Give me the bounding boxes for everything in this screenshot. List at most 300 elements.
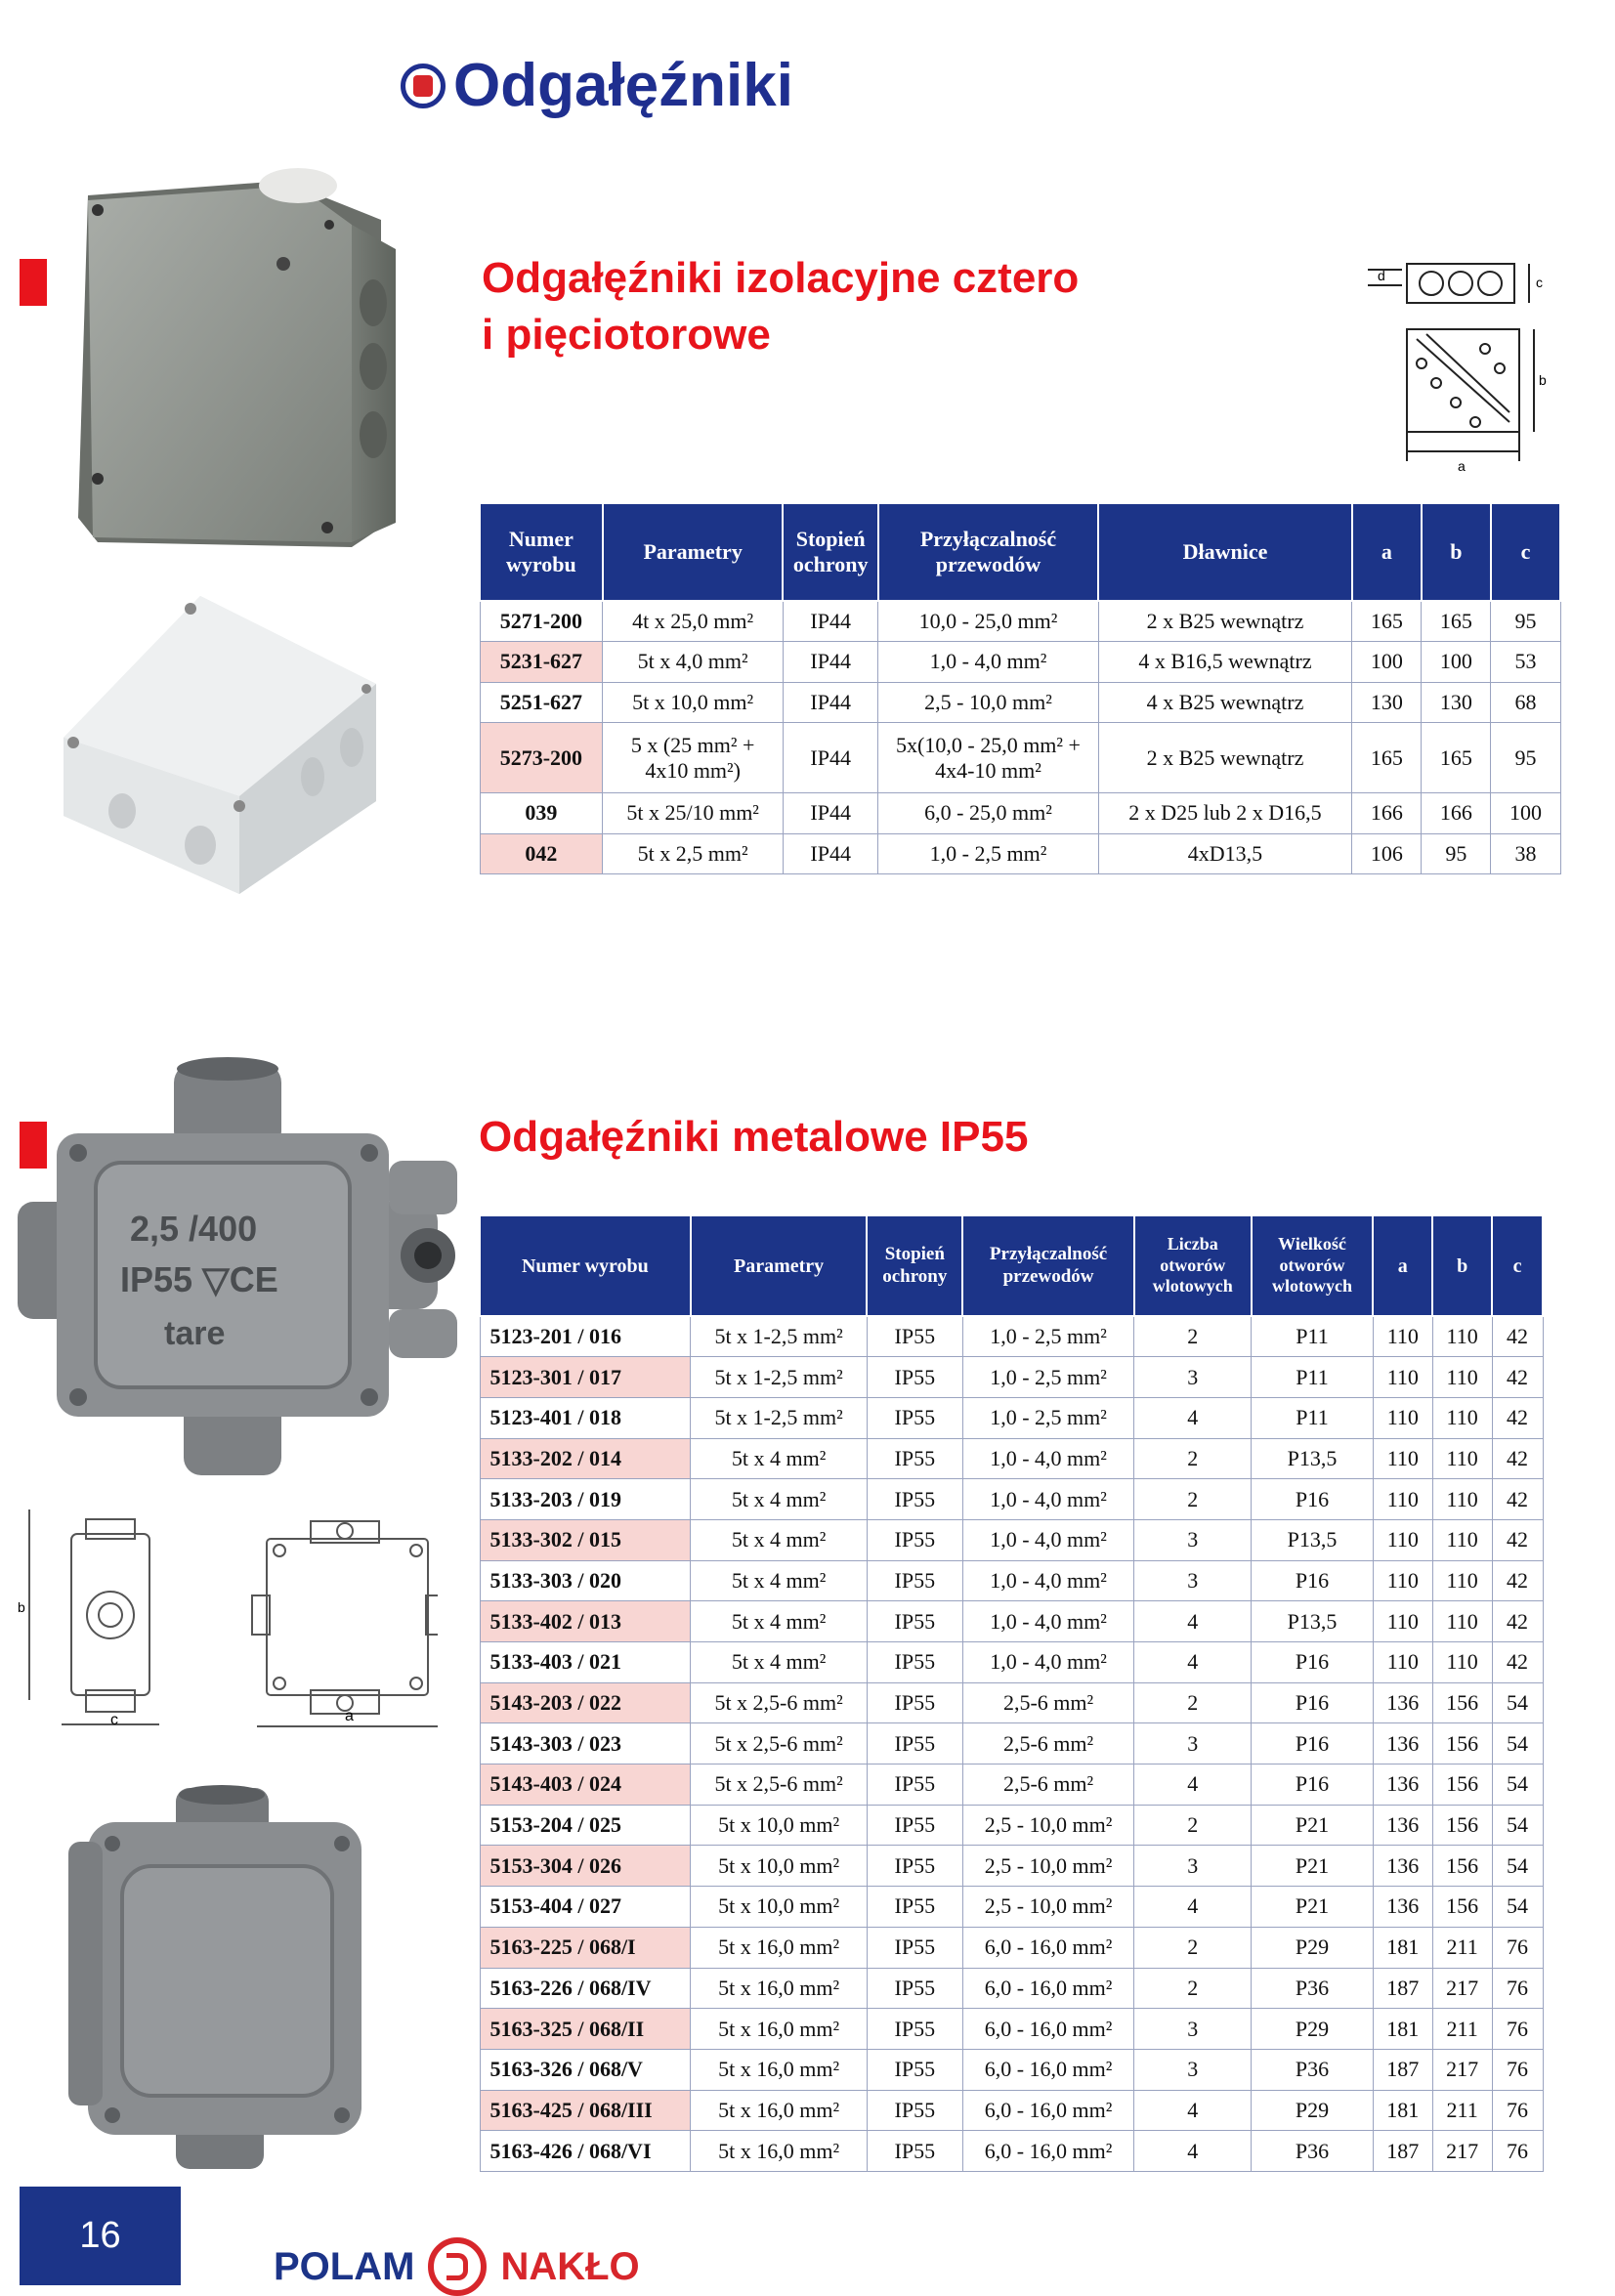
- table-cell: 6,0 - 16,0 mm²: [962, 2090, 1134, 2131]
- table-cell: 156: [1432, 1805, 1492, 1846]
- table-cell: 136: [1373, 1846, 1432, 1887]
- table-cell: IP55: [867, 1519, 962, 1560]
- table-cell: P13,5: [1252, 1601, 1374, 1642]
- table-cell: P29: [1252, 1927, 1374, 1968]
- table-row: [480, 1397, 1543, 1438]
- table-cell: 4: [1134, 2131, 1252, 2172]
- section1-dimension-drawing: [1348, 256, 1553, 476]
- table-cell: IP55: [867, 1682, 962, 1723]
- table-row: [480, 2090, 1543, 2131]
- table-cell: 5 x (25 mm² + 4x10 mm²): [603, 723, 784, 793]
- table-cell: 187: [1373, 2131, 1432, 2172]
- table-cell: 110: [1373, 1397, 1432, 1438]
- table-cell: 2 x B25 wewnątrz: [1098, 723, 1352, 793]
- table-cell: 1,0 - 2,5 mm²: [962, 1397, 1134, 1438]
- table-cell: 3: [1134, 1723, 1252, 1765]
- table-cell: 54: [1492, 1887, 1543, 1928]
- footer-brand: [274, 2237, 640, 2296]
- table-cell: 5t x 16,0 mm²: [691, 2090, 868, 2131]
- table-cell: 5t x 10,0 mm²: [691, 1846, 868, 1887]
- table-cell: 3: [1134, 1846, 1252, 1887]
- table-cell: IP55: [867, 2131, 962, 2172]
- table-cell: 2,5-6 mm²: [962, 1682, 1134, 1723]
- table-cell: 76: [1492, 1968, 1543, 2009]
- table-cell: P16: [1252, 1560, 1374, 1601]
- table-cell: 1,0 - 4,0 mm²: [962, 1642, 1134, 1683]
- table-cell: IP55: [867, 2049, 962, 2090]
- section2-table: [479, 1214, 1544, 2172]
- table-row: [480, 1846, 1543, 1887]
- table-cell: 3: [1134, 1357, 1252, 1398]
- table-cell: 3: [1134, 2049, 1252, 2090]
- table-cell: IP55: [867, 1846, 962, 1887]
- section-marker: [20, 259, 47, 306]
- table-cell: 1,0 - 4,0 mm²: [962, 1601, 1134, 1642]
- table-cell: 5t x 2,5-6 mm²: [691, 1682, 868, 1723]
- product-number-cell: 5163-425 / 068/III: [480, 2090, 691, 2131]
- table-cell: 1,0 - 4,0 mm²: [962, 1479, 1134, 1520]
- table-cell: P21: [1252, 1805, 1374, 1846]
- footer-logo-icon: [428, 2237, 487, 2296]
- table-cell: IP55: [867, 1805, 962, 1846]
- table-cell: 2: [1134, 1682, 1252, 1723]
- table-cell: 2: [1134, 1968, 1252, 2009]
- table-cell: P11: [1252, 1316, 1374, 1357]
- table-cell: IP55: [867, 1887, 962, 1928]
- table-cell: 181: [1373, 1927, 1432, 1968]
- table-row: [480, 833, 1560, 874]
- plate-text-rating: 2,5 /400: [130, 1209, 258, 1249]
- table-cell: 5t x 4,0 mm²: [603, 642, 784, 683]
- table-cell: P29: [1252, 2009, 1374, 2050]
- table-cell: P36: [1252, 2131, 1374, 2172]
- metal-junction-box-side-photo: [68, 1783, 371, 2174]
- table-cell: 1,0 - 4,0 mm²: [962, 1560, 1134, 1601]
- table-cell: 211: [1432, 1927, 1492, 1968]
- column-header: Dławnice: [1098, 503, 1352, 601]
- table-cell: 76: [1492, 1927, 1543, 1968]
- product-number-cell: 5153-304 / 026: [480, 1846, 691, 1887]
- table-cell: 4: [1134, 1397, 1252, 1438]
- footer-brand-left: POLAM: [274, 2244, 415, 2288]
- table-row: [480, 1723, 1543, 1765]
- table-cell: 53: [1491, 642, 1560, 683]
- table-cell: IP44: [783, 682, 877, 723]
- table-cell: 4: [1134, 1765, 1252, 1806]
- column-header: Stopień ochrony: [783, 503, 877, 601]
- table-cell: 211: [1432, 2090, 1492, 2131]
- table-cell: 4 x B25 wewnątrz: [1098, 682, 1352, 723]
- section1-title: [482, 250, 1079, 363]
- table-row: [480, 1887, 1543, 1928]
- table-cell: 156: [1432, 1682, 1492, 1723]
- table-cell: IP44: [783, 833, 877, 874]
- table-row: [480, 642, 1560, 683]
- table-cell: 5t x 10,0 mm²: [691, 1887, 868, 1928]
- table-cell: 100: [1491, 793, 1560, 834]
- table-cell: P21: [1252, 1887, 1374, 1928]
- table-cell: 5t x 4 mm²: [691, 1479, 868, 1520]
- table-header-row: [480, 503, 1560, 601]
- table-cell: 136: [1373, 1765, 1432, 1806]
- table-cell: 136: [1373, 1805, 1432, 1846]
- table-cell: IP55: [867, 1357, 962, 1398]
- table-cell: 6,0 - 16,0 mm²: [962, 1968, 1134, 2009]
- table-cell: 165: [1352, 601, 1422, 642]
- table-cell: IP55: [867, 1316, 962, 1357]
- table-cell: 6,0 - 16,0 mm²: [962, 1927, 1134, 1968]
- dim-label-a: a: [345, 1708, 354, 1724]
- table-cell: 42: [1492, 1479, 1543, 1520]
- table-cell: 76: [1492, 2009, 1543, 2050]
- table-cell: 5t x 4 mm²: [691, 1438, 868, 1479]
- table-cell: 110: [1373, 1357, 1432, 1398]
- product-number-cell: 5133-202 / 014: [480, 1438, 691, 1479]
- table-cell: 187: [1373, 1968, 1432, 2009]
- table-cell: P13,5: [1252, 1438, 1374, 1479]
- table-cell: 136: [1373, 1723, 1432, 1765]
- column-header: a: [1373, 1215, 1432, 1316]
- table-cell: 6,0 - 16,0 mm²: [962, 2131, 1134, 2172]
- table-cell: 2,5 - 10,0 mm²: [962, 1887, 1134, 1928]
- table-cell: 5x(10,0 - 25,0 mm² + 4x4-10 mm²: [878, 723, 1098, 793]
- table-cell: 106: [1352, 833, 1422, 874]
- table-cell: 1,0 - 4,0 mm²: [878, 642, 1098, 683]
- table-cell: 5t x 4 mm²: [691, 1519, 868, 1560]
- table-row: [480, 682, 1560, 723]
- table-cell: 165: [1422, 723, 1491, 793]
- page-title: Odgałęźniki: [453, 52, 793, 119]
- section2-title: Odgałęźniki metalowe IP55: [479, 1113, 1029, 1161]
- table-cell: 110: [1373, 1479, 1432, 1520]
- column-header: Parametry: [603, 503, 784, 601]
- table-cell: IP44: [783, 642, 877, 683]
- table-cell: 4 x B16,5 wewnątrz: [1098, 642, 1352, 683]
- table-row: [480, 1479, 1543, 1520]
- table-cell: IP44: [783, 793, 877, 834]
- table-cell: 5t x 1-2,5 mm²: [691, 1357, 868, 1398]
- product-number-cell: 5143-403 / 024: [480, 1765, 691, 1806]
- table-cell: IP55: [867, 1479, 962, 1520]
- table-cell: 100: [1352, 642, 1422, 683]
- product-number-cell: 5271-200: [480, 601, 603, 642]
- product-number-cell: 5163-226 / 068/IV: [480, 1968, 691, 2009]
- product-number-cell: 5133-302 / 015: [480, 1519, 691, 1560]
- metal-junction-box-photo: [18, 1055, 457, 1490]
- table-cell: 181: [1373, 2090, 1432, 2131]
- table-cell: 95: [1422, 833, 1491, 874]
- table-cell: 156: [1432, 1765, 1492, 1806]
- table-cell: 5t x 16,0 mm²: [691, 1968, 868, 2009]
- table-row: [480, 601, 1560, 642]
- column-header: Przyłączalność przewodów: [878, 503, 1098, 601]
- metal-box-dimension-drawing: [18, 1509, 438, 1734]
- table-cell: 76: [1492, 2131, 1543, 2172]
- product-number-cell: 5163-426 / 068/VI: [480, 2131, 691, 2172]
- table-cell: P11: [1252, 1357, 1374, 1398]
- plate-text-brand: tare: [164, 1315, 226, 1352]
- table-cell: P16: [1252, 1479, 1374, 1520]
- table-cell: P21: [1252, 1846, 1374, 1887]
- table-cell: IP55: [867, 1438, 962, 1479]
- section1-title-line2: i pięciotorowe: [482, 311, 771, 359]
- table-cell: 100: [1422, 642, 1491, 683]
- table-row: [480, 1601, 1543, 1642]
- table-cell: P16: [1252, 1765, 1374, 1806]
- table-cell: 130: [1422, 682, 1491, 723]
- table-cell: 54: [1492, 1846, 1543, 1887]
- product-number-cell: 5123-201 / 016: [480, 1316, 691, 1357]
- table-cell: 110: [1432, 1479, 1492, 1520]
- table-cell: 2 x D25 lub 2 x D16,5: [1098, 793, 1352, 834]
- table-header-row: [480, 1215, 1543, 1316]
- table-cell: IP55: [867, 1560, 962, 1601]
- product-number-cell: 5133-403 / 021: [480, 1642, 691, 1683]
- table-cell: 5t x 1-2,5 mm²: [691, 1397, 868, 1438]
- page-header: [401, 51, 793, 120]
- table-row: [480, 1357, 1543, 1398]
- product-number-cell: 039: [480, 793, 603, 834]
- table-cell: 42: [1492, 1519, 1543, 1560]
- table-cell: 5t x 2,5-6 mm²: [691, 1723, 868, 1765]
- table-cell: 42: [1492, 1357, 1543, 1398]
- table-row: [480, 793, 1560, 834]
- table-cell: 3: [1134, 1519, 1252, 1560]
- table-cell: 165: [1352, 723, 1422, 793]
- table-cell: 2: [1134, 1438, 1252, 1479]
- product-number-cell: 042: [480, 833, 603, 874]
- table-cell: 217: [1432, 2131, 1492, 2172]
- table-cell: 5t x 4 mm²: [691, 1601, 868, 1642]
- table-cell: 136: [1373, 1682, 1432, 1723]
- table-cell: 10,0 - 25,0 mm²: [878, 601, 1098, 642]
- table-cell: IP55: [867, 1397, 962, 1438]
- table-cell: 165: [1422, 601, 1491, 642]
- table-row: [480, 2131, 1543, 2172]
- table-cell: 110: [1432, 1397, 1492, 1438]
- table-cell: IP55: [867, 1927, 962, 1968]
- table-cell: IP55: [867, 1642, 962, 1683]
- product-number-cell: 5251-627: [480, 682, 603, 723]
- table-cell: 5t x 10,0 mm²: [691, 1805, 868, 1846]
- table-cell: 110: [1432, 1519, 1492, 1560]
- table-cell: 217: [1432, 1968, 1492, 2009]
- table-cell: P16: [1252, 1642, 1374, 1683]
- table-cell: 217: [1432, 2049, 1492, 2090]
- table-row: [480, 1927, 1543, 1968]
- table-cell: 156: [1432, 1723, 1492, 1765]
- table-cell: 110: [1432, 1560, 1492, 1601]
- table-cell: 4t x 25,0 mm²: [603, 601, 784, 642]
- table-cell: 2,5 - 10,0 mm²: [962, 1846, 1134, 1887]
- table-cell: 4: [1134, 1601, 1252, 1642]
- grey-junction-box-photo: [59, 156, 449, 567]
- table-cell: 2,5 - 10,0 mm²: [962, 1805, 1134, 1846]
- table-cell: 110: [1432, 1316, 1492, 1357]
- table-cell: 42: [1492, 1397, 1543, 1438]
- column-header: Przyłączalność przewodów: [962, 1215, 1134, 1316]
- table-cell: 6,0 - 16,0 mm²: [962, 2009, 1134, 2050]
- table-cell: P36: [1252, 2049, 1374, 2090]
- product-number-cell: 5163-326 / 068/V: [480, 2049, 691, 2090]
- table-cell: 181: [1373, 2009, 1432, 2050]
- table-cell: 130: [1352, 682, 1422, 723]
- table-cell: IP55: [867, 1723, 962, 1765]
- dim-label-b: b: [18, 1599, 25, 1615]
- table-cell: 187: [1373, 2049, 1432, 2090]
- table-cell: 4: [1134, 1887, 1252, 1928]
- table-cell: 5t x 4 mm²: [691, 1642, 868, 1683]
- column-header: Parametry: [691, 1215, 868, 1316]
- table-cell: 110: [1373, 1601, 1432, 1642]
- table-cell: 6,0 - 16,0 mm²: [962, 2049, 1134, 2090]
- table-cell: 211: [1432, 2009, 1492, 2050]
- table-cell: 1,0 - 4,0 mm²: [962, 1519, 1134, 1560]
- table-row: [480, 1765, 1543, 1806]
- table-cell: 6,0 - 25,0 mm²: [878, 793, 1098, 834]
- table-cell: 4: [1134, 2090, 1252, 2131]
- table-cell: 54: [1492, 1805, 1543, 1846]
- dim-label-c: c: [1536, 275, 1543, 290]
- section1-table: [479, 502, 1561, 874]
- table-cell: 166: [1422, 793, 1491, 834]
- table-cell: 110: [1373, 1316, 1432, 1357]
- table-cell: 42: [1492, 1316, 1543, 1357]
- table-cell: 5t x 16,0 mm²: [691, 2131, 868, 2172]
- table-cell: 42: [1492, 1642, 1543, 1683]
- table-cell: 4xD13,5: [1098, 833, 1352, 874]
- table-cell: 2: [1134, 1479, 1252, 1520]
- table-row: [480, 1560, 1543, 1601]
- table-cell: 2,5-6 mm²: [962, 1723, 1134, 1765]
- table-row: [480, 1805, 1543, 1846]
- table-cell: 2: [1134, 1927, 1252, 1968]
- table-cell: 68: [1491, 682, 1560, 723]
- table-cell: IP44: [783, 723, 877, 793]
- table-cell: 156: [1432, 1846, 1492, 1887]
- product-number-cell: 5123-401 / 018: [480, 1397, 691, 1438]
- table-cell: P13,5: [1252, 1519, 1374, 1560]
- table-cell: 95: [1491, 601, 1560, 642]
- table-cell: 110: [1432, 1601, 1492, 1642]
- product-number-cell: 5273-200: [480, 723, 603, 793]
- table-cell: 3: [1134, 1560, 1252, 1601]
- page-number: 16: [20, 2187, 181, 2285]
- table-cell: IP44: [783, 601, 877, 642]
- product-number-cell: 5143-203 / 022: [480, 1682, 691, 1723]
- product-number-cell: 5153-204 / 025: [480, 1805, 691, 1846]
- table-cell: 166: [1352, 793, 1422, 834]
- product-number-cell: 5143-303 / 023: [480, 1723, 691, 1765]
- table-cell: 110: [1432, 1357, 1492, 1398]
- table-cell: 1,0 - 2,5 mm²: [878, 833, 1098, 874]
- table-cell: 110: [1373, 1519, 1432, 1560]
- table-cell: 3: [1134, 2009, 1252, 2050]
- table-cell: 110: [1432, 1642, 1492, 1683]
- table-cell: IP55: [867, 1968, 962, 2009]
- table-cell: 110: [1432, 1438, 1492, 1479]
- column-header: Numer wyrobu: [480, 503, 603, 601]
- table-cell: IP55: [867, 1601, 962, 1642]
- table-cell: 2,5-6 mm²: [962, 1765, 1134, 1806]
- table-cell: 5t x 2,5-6 mm²: [691, 1765, 868, 1806]
- table-cell: P29: [1252, 2090, 1374, 2131]
- table-cell: 2: [1134, 1316, 1252, 1357]
- table-row: [480, 1519, 1543, 1560]
- table-cell: 5t x 16,0 mm²: [691, 2009, 868, 2050]
- table-cell: 42: [1492, 1601, 1543, 1642]
- table-cell: 42: [1492, 1438, 1543, 1479]
- table-cell: 136: [1373, 1887, 1432, 1928]
- table-cell: 2: [1134, 1805, 1252, 1846]
- column-header: Stopień ochrony: [867, 1215, 962, 1316]
- white-junction-box-photo: [54, 591, 445, 904]
- table-row: [480, 1642, 1543, 1683]
- product-number-cell: 5153-404 / 027: [480, 1887, 691, 1928]
- table-row: [480, 1682, 1543, 1723]
- table-row: [480, 1316, 1543, 1357]
- product-number-cell: 5231-627: [480, 642, 603, 683]
- table-cell: 76: [1492, 2090, 1543, 2131]
- table-cell: 54: [1492, 1723, 1543, 1765]
- product-number-cell: 5133-303 / 020: [480, 1560, 691, 1601]
- table-cell: 5t x 1-2,5 mm²: [691, 1316, 868, 1357]
- plate-text-ip: IP55 ▽CE: [120, 1259, 278, 1299]
- table-cell: 1,0 - 4,0 mm²: [962, 1438, 1134, 1479]
- dim-label-c: c: [110, 1712, 118, 1728]
- table-row: [480, 2049, 1543, 2090]
- table-cell: 110: [1373, 1438, 1432, 1479]
- table-cell: 5t x 4 mm²: [691, 1560, 868, 1601]
- table-cell: 5t x 16,0 mm²: [691, 2049, 868, 2090]
- table-cell: 5t x 2,5 mm²: [603, 833, 784, 874]
- column-header: b: [1432, 1215, 1492, 1316]
- footer-brand-right: NAKŁO: [500, 2244, 640, 2288]
- table-row: [480, 1968, 1543, 2009]
- dim-label-d: d: [1378, 268, 1385, 283]
- table-cell: IP55: [867, 2090, 962, 2131]
- column-header: Liczba otworów wlotowych: [1134, 1215, 1252, 1316]
- table-cell: 1,0 - 2,5 mm²: [962, 1316, 1134, 1357]
- table-cell: 2 x B25 wewnątrz: [1098, 601, 1352, 642]
- table-cell: 38: [1491, 833, 1560, 874]
- column-header: c: [1491, 503, 1560, 601]
- table-cell: 156: [1432, 1887, 1492, 1928]
- column-header: Numer wyrobu: [480, 1215, 691, 1316]
- table-cell: P16: [1252, 1682, 1374, 1723]
- column-header: Wielkość otworów wlotowych: [1252, 1215, 1374, 1316]
- table-cell: P16: [1252, 1723, 1374, 1765]
- table-cell: 54: [1492, 1682, 1543, 1723]
- table-row: [480, 723, 1560, 793]
- product-number-cell: 5133-203 / 019: [480, 1479, 691, 1520]
- table-cell: 76: [1492, 2049, 1543, 2090]
- table-cell: P36: [1252, 1968, 1374, 2009]
- table-cell: 2,5 - 10,0 mm²: [878, 682, 1098, 723]
- product-number-cell: 5133-402 / 013: [480, 1601, 691, 1642]
- table-cell: 5t x 25/10 mm²: [603, 793, 784, 834]
- table-cell: P11: [1252, 1397, 1374, 1438]
- product-number-cell: 5123-301 / 017: [480, 1357, 691, 1398]
- table-cell: 1,0 - 2,5 mm²: [962, 1357, 1134, 1398]
- column-header: c: [1492, 1215, 1543, 1316]
- product-number-cell: 5163-225 / 068/I: [480, 1927, 691, 1968]
- product-number-cell: 5163-325 / 068/II: [480, 2009, 691, 2050]
- table-cell: 4: [1134, 1642, 1252, 1683]
- table-cell: 5t x 16,0 mm²: [691, 1927, 868, 1968]
- table-row: [480, 1438, 1543, 1479]
- table-cell: 110: [1373, 1560, 1432, 1601]
